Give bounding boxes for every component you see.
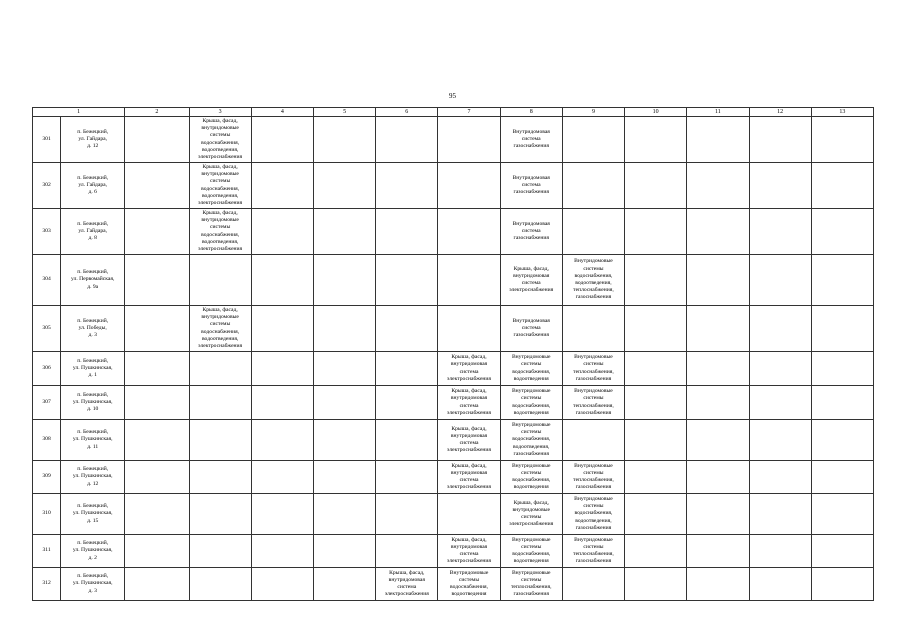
table-cell xyxy=(189,420,251,461)
table-cell xyxy=(251,386,313,420)
table-cell xyxy=(376,306,438,352)
table-cell xyxy=(438,163,500,209)
table-cell xyxy=(251,461,313,494)
row-number-cell: 304 xyxy=(33,255,61,306)
table-cell xyxy=(251,163,313,209)
table-cell xyxy=(749,255,811,306)
header-cell: 3 xyxy=(189,108,251,117)
table-cell xyxy=(687,461,749,494)
table-cell xyxy=(125,352,189,386)
table-cell xyxy=(125,163,189,209)
table-cell xyxy=(749,461,811,494)
table-cell xyxy=(189,568,251,601)
table-cell xyxy=(189,535,251,568)
table-cell xyxy=(189,494,251,535)
table-cell xyxy=(625,306,687,352)
table-cell: Внутридомовые системы водоснабжения, водоотведения, теплоснабжения, газоснабжения xyxy=(562,255,624,306)
table-cell xyxy=(811,209,873,255)
row-number-cell: 307 xyxy=(33,386,61,420)
table-cell xyxy=(625,461,687,494)
table-cell: Крыша, фасад, внутридомовые системы водоснабжения, водоотведения, электроснабжения xyxy=(189,209,251,255)
header-cell: 2 xyxy=(125,108,189,117)
table-cell xyxy=(313,535,375,568)
table-row xyxy=(33,255,874,306)
table-cell xyxy=(251,352,313,386)
table-cell: Внутридомовые системы теплоснабжения, газоснабжения xyxy=(562,535,624,568)
table-cell xyxy=(189,386,251,420)
table-cell xyxy=(687,163,749,209)
table-cell xyxy=(376,255,438,306)
table-row xyxy=(33,535,874,568)
address-cell: п. Бежецкий, ул. Пушкинская, д. 15 xyxy=(61,494,125,535)
table-cell xyxy=(749,352,811,386)
table-cell xyxy=(562,306,624,352)
table-row xyxy=(33,461,874,494)
table-cell xyxy=(625,255,687,306)
table-cell xyxy=(687,209,749,255)
table-cell xyxy=(749,163,811,209)
table-cell xyxy=(811,255,873,306)
table-cell: Внутридомовые системы водоснабжения, водоотведения xyxy=(500,352,562,386)
table-cell xyxy=(811,420,873,461)
table-cell xyxy=(625,386,687,420)
address-cell: п. Бежецкий, ул. Пушкинская, д. 1 xyxy=(61,352,125,386)
table-cell xyxy=(251,494,313,535)
table-cell xyxy=(625,535,687,568)
table-cell xyxy=(438,209,500,255)
table-cell: Крыша, фасад, внутридомовые системы водоснабжения, водоотведения, электроснабжения xyxy=(189,163,251,209)
table-cell: Внутридомовая система газоснабжения xyxy=(500,209,562,255)
table-cell xyxy=(625,352,687,386)
table-cell: Внутридомовые системы теплоснабжения, газоснабжения xyxy=(500,568,562,601)
table-cell xyxy=(625,209,687,255)
table-cell xyxy=(625,494,687,535)
table-cell xyxy=(376,420,438,461)
table-cell: Внутридомовые системы теплоснабжения, газоснабжения xyxy=(562,352,624,386)
table-cell: Внутридомовые системы теплоснабжения, газоснабжения xyxy=(562,386,624,420)
table-cell xyxy=(376,494,438,535)
table-cell xyxy=(811,494,873,535)
table-cell: Крыша, фасад, внутридомовые системы водоснабжения, водоотведения, электроснабжения xyxy=(189,306,251,352)
table-cell xyxy=(189,352,251,386)
table-cell xyxy=(749,420,811,461)
table-cell xyxy=(251,420,313,461)
table-cell: Внутридомовые системы водоснабжения, водоотведения xyxy=(500,535,562,568)
table-cell xyxy=(313,386,375,420)
table-cell xyxy=(251,306,313,352)
table-cell xyxy=(687,420,749,461)
header-cell: 6 xyxy=(376,108,438,117)
table-cell: Внутридомовая система газоснабжения xyxy=(500,163,562,209)
table-cell xyxy=(562,420,624,461)
row-number-cell: 311 xyxy=(33,535,61,568)
table-cell: Крыша, фасад, внутридомовая система электроснабжения xyxy=(438,386,500,420)
page-number: 95 xyxy=(449,92,456,100)
table-cell xyxy=(313,209,375,255)
table-cell xyxy=(749,209,811,255)
address-cell: п. Бежецкий, ул. Пушкинская, д. 10 xyxy=(61,386,125,420)
table-cell xyxy=(625,163,687,209)
table-cell xyxy=(687,568,749,601)
table-cell xyxy=(376,386,438,420)
table-cell xyxy=(687,494,749,535)
table-cell xyxy=(687,306,749,352)
table-cell: Внутридомовые системы водоснабжения, водоотведения, газоснабжения xyxy=(500,420,562,461)
table-row xyxy=(33,117,874,163)
address-cell: п. Бежецкий, ул. Пушкинская, д. 2 xyxy=(61,535,125,568)
table-cell: Внутридомовые системы водоснабжения, водоотведения xyxy=(500,461,562,494)
table-cell: Внутридомовая система газоснабжения xyxy=(500,306,562,352)
row-number-cell: 308 xyxy=(33,420,61,461)
table-cell: Крыша, фасад, внутридомовая система электроснабжения xyxy=(500,255,562,306)
address-cell: п. Бежецкий, ул. Первомайская, д. 9а xyxy=(61,255,125,306)
table-cell xyxy=(562,163,624,209)
table-row xyxy=(33,494,874,535)
table-cell xyxy=(376,352,438,386)
table-cell xyxy=(376,535,438,568)
table-cell xyxy=(749,386,811,420)
table-cell xyxy=(687,386,749,420)
table-cell xyxy=(749,117,811,163)
header-cell: 4 xyxy=(251,108,313,117)
table-cell: Внутридомовые системы водоснабжения, водоотведения, газоснабжения xyxy=(562,494,624,535)
table-cell xyxy=(811,306,873,352)
table-row xyxy=(33,568,874,601)
table-body xyxy=(33,117,874,601)
table-cell xyxy=(376,117,438,163)
table-row xyxy=(33,352,874,386)
work-schedule-table xyxy=(32,107,874,601)
table-cell xyxy=(313,306,375,352)
table-cell xyxy=(313,352,375,386)
table-cell xyxy=(376,461,438,494)
table-cell xyxy=(811,535,873,568)
table-cell xyxy=(438,117,500,163)
table-cell: Крыша, фасад, внутридомовая система электроснабжения xyxy=(438,420,500,461)
table-cell xyxy=(562,117,624,163)
row-number-cell: 306 xyxy=(33,352,61,386)
row-number-cell: 302 xyxy=(33,163,61,209)
table-cell xyxy=(189,461,251,494)
header-cell: 13 xyxy=(811,108,873,117)
header-cell: 10 xyxy=(625,108,687,117)
table-header xyxy=(33,108,874,117)
table-cell xyxy=(687,255,749,306)
table-cell xyxy=(749,535,811,568)
header-cell: 8 xyxy=(500,108,562,117)
table-cell xyxy=(125,209,189,255)
table-cell xyxy=(251,209,313,255)
table-row xyxy=(33,386,874,420)
table-cell: Крыша, фасад, внутридомовая система электроснабжения xyxy=(438,461,500,494)
row-number-cell: 305 xyxy=(33,306,61,352)
table-cell xyxy=(125,568,189,601)
table-row xyxy=(33,420,874,461)
address-cell: п. Бежецкий, ул. Гайдара, д. 6 xyxy=(61,163,125,209)
table-cell xyxy=(313,461,375,494)
table-cell xyxy=(625,568,687,601)
table-cell xyxy=(687,535,749,568)
address-cell: п. Бежецкий, ул. Пушкинская, д. 3 xyxy=(61,568,125,601)
table-cell: Крыша, фасад, внутридомовые системы водоснабжения, водоотведения, электроснабжения xyxy=(189,117,251,163)
table-cell: Внутридомовые системы теплоснабжения, газоснабжения xyxy=(562,461,624,494)
table-cell xyxy=(125,117,189,163)
table-cell xyxy=(125,461,189,494)
address-cell: п. Бежецкий, ул. Пушкинская, д. 11 xyxy=(61,420,125,461)
table-cell xyxy=(625,117,687,163)
address-cell: п. Бежецкий, ул. Гайдара, д. 8 xyxy=(61,209,125,255)
table-cell xyxy=(687,117,749,163)
header-cell: 12 xyxy=(749,108,811,117)
table-cell xyxy=(749,306,811,352)
table-cell xyxy=(313,163,375,209)
table-row xyxy=(33,163,874,209)
address-cell: п. Бежецкий, ул. Пушкинская, д. 12 xyxy=(61,461,125,494)
row-number-cell: 303 xyxy=(33,209,61,255)
header-cell: 11 xyxy=(687,108,749,117)
table-cell xyxy=(125,386,189,420)
row-number-cell: 301 xyxy=(33,117,61,163)
table-cell xyxy=(562,568,624,601)
row-number-cell: 312 xyxy=(33,568,61,601)
table-row xyxy=(33,306,874,352)
row-number-cell: 309 xyxy=(33,461,61,494)
table-cell: Внутридомовая система газоснабжения xyxy=(500,117,562,163)
table-cell xyxy=(251,117,313,163)
table-cell xyxy=(811,461,873,494)
header-cell: 5 xyxy=(313,108,375,117)
table-cell xyxy=(376,163,438,209)
table-cell xyxy=(313,494,375,535)
table-cell xyxy=(313,420,375,461)
table-cell xyxy=(125,494,189,535)
table-cell: Внутридомовые системы водоснабжения, водоотведения xyxy=(438,568,500,601)
table-cell xyxy=(125,420,189,461)
table-cell xyxy=(562,209,624,255)
header-cell: 9 xyxy=(562,108,624,117)
row-number-cell: 310 xyxy=(33,494,61,535)
address-cell: п. Бежецкий, ул. Гайдара, д. 12 xyxy=(61,117,125,163)
table-cell xyxy=(125,306,189,352)
table-cell xyxy=(189,255,251,306)
table-cell xyxy=(749,568,811,601)
table-cell: Крыша, фасад, внутридомовые системы электроснабжения xyxy=(500,494,562,535)
table-cell xyxy=(251,568,313,601)
header-cell: 1 xyxy=(33,108,125,117)
table-cell: Крыша, фасад, внутридомовая система электроснабжения xyxy=(438,535,500,568)
table-row xyxy=(33,209,874,255)
address-cell: п. Бежецкий, ул. Победы, д. 3 xyxy=(61,306,125,352)
table-cell xyxy=(251,255,313,306)
table-cell xyxy=(313,255,375,306)
table-cell: Крыша, фасад, внутридомовая система электроснабжения xyxy=(438,352,500,386)
table-cell xyxy=(313,117,375,163)
table-cell xyxy=(313,568,375,601)
table-cell xyxy=(125,535,189,568)
table-cell xyxy=(749,494,811,535)
table-cell xyxy=(438,494,500,535)
table-cell xyxy=(251,535,313,568)
table-cell xyxy=(625,420,687,461)
table-cell xyxy=(438,255,500,306)
table-cell xyxy=(811,163,873,209)
table-cell xyxy=(687,352,749,386)
table-cell: Крыша, фасад, внутридомовая система электроснабжения xyxy=(376,568,438,601)
header-row xyxy=(33,108,874,117)
table-cell xyxy=(125,255,189,306)
header-cell: 7 xyxy=(438,108,500,117)
table-cell: Внутридомовые системы водоснабжения, водоотведения xyxy=(500,386,562,420)
table-cell xyxy=(811,568,873,601)
table-cell xyxy=(376,209,438,255)
table-cell xyxy=(811,352,873,386)
table-cell xyxy=(438,306,500,352)
table-cell xyxy=(811,117,873,163)
table-cell xyxy=(811,386,873,420)
